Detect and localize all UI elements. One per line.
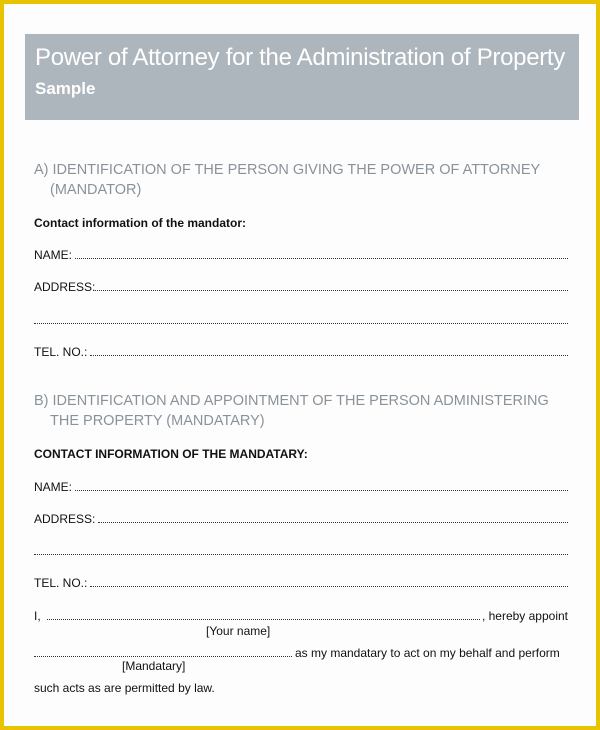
- mandatary-address-field[interactable]: [34, 510, 568, 526]
- mandatary-caption: [Mandatary]: [122, 659, 186, 673]
- mandatary-address-line[interactable]: [98, 521, 568, 523]
- mandator-address-field[interactable]: [34, 278, 568, 294]
- mandatary-name-blank-line[interactable]: [34, 655, 292, 657]
- mandatary-name-field[interactable]: [34, 478, 568, 494]
- section-a-heading-line2: (MANDATOR): [50, 182, 142, 198]
- mandator-address-line2[interactable]: [34, 322, 568, 324]
- title-banner: [25, 34, 579, 120]
- your-name-caption: [Your name]: [206, 624, 271, 638]
- appointment-your-name-field[interactable]: [34, 607, 568, 623]
- appointment-mandatary-field[interactable]: [34, 644, 568, 660]
- appointment-mandatary-text: as my mandatary to act on my behalf and perform: [295, 646, 560, 660]
- mandator-tel-field[interactable]: [34, 343, 568, 359]
- mandatary-address-line2[interactable]: [34, 553, 568, 555]
- mandator-name-field[interactable]: [34, 246, 568, 262]
- mandator-address-line2-field[interactable]: [34, 311, 568, 327]
- mandatary-name-label: NAME:: [34, 480, 73, 494]
- section-b-heading-line2: THE PROPERTY (MANDATARY): [50, 413, 265, 429]
- mandator-name-line[interactable]: [75, 257, 568, 259]
- mandatary-address-line2-field[interactable]: [34, 542, 568, 558]
- document-subtitle: Sample: [35, 79, 96, 98]
- mandator-name-label: NAME:: [34, 248, 73, 262]
- appointment-prefix: I,: [34, 609, 41, 623]
- mandator-address-label: ADDRESS:: [34, 280, 96, 294]
- section-a-heading-line1: A) IDENTIFICATION OF THE PERSON GIVING THE POWER OF ATTORNEY: [34, 162, 541, 178]
- document-page: [4, 4, 596, 726]
- mandator-tel-label: TEL. NO.:: [34, 345, 88, 359]
- section-b-heading-line1: B) IDENTIFICATION AND APPOINTMENT OF THE PERSON ADMINISTERING: [34, 393, 549, 409]
- mandator-contact-label: Contact information of the mandator:: [34, 216, 246, 230]
- appointment-hereby: , hereby appoint: [481, 609, 568, 623]
- mandatary-address-label: ADDRESS:: [34, 512, 96, 526]
- your-name-line[interactable]: [47, 618, 480, 620]
- document-title: Power of Attorney for the Administration of Property: [35, 44, 566, 71]
- appointment-closing: such acts as are permitted by law.: [34, 681, 215, 695]
- mandatary-tel-field[interactable]: [34, 574, 568, 590]
- mandator-tel-line[interactable]: [90, 354, 568, 356]
- mandatary-tel-line[interactable]: [90, 585, 568, 587]
- mandatary-tel-label: TEL. NO.:: [34, 576, 88, 590]
- mandatary-name-line[interactable]: [75, 489, 568, 491]
- mandatary-contact-label: CONTACT INFORMATION OF THE MANDATARY:: [34, 447, 308, 461]
- section-a-heading: [34, 160, 540, 200]
- section-b-heading: [34, 391, 549, 431]
- mandator-address-line[interactable]: [95, 289, 568, 291]
